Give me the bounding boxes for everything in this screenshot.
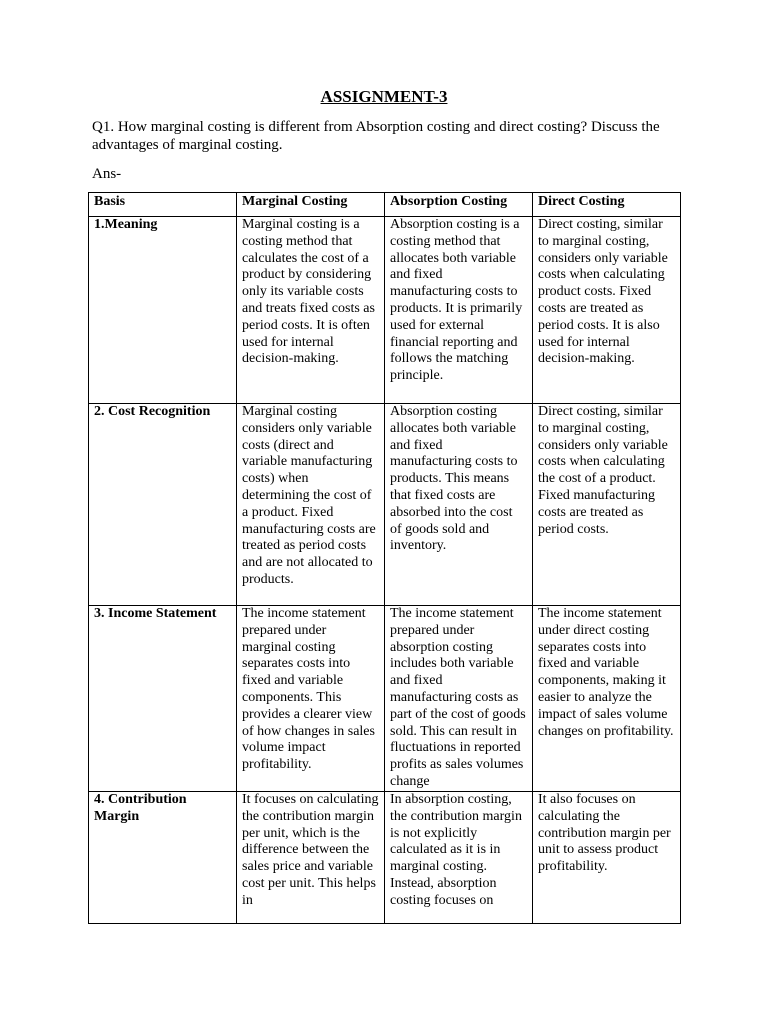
absorption-cell: The income statement prepared under absorption costing includes both variable and fixed manufacturing costs as part of the cost of goods sold. This can result in fluctuations in reported profits as sales volumes change: [385, 606, 533, 792]
table-header-row: [89, 193, 681, 217]
marginal-cell: Marginal costing is a costing method that calculates the cost of a product by considering only its variable costs and treats fixed costs as period costs. It is often used for internal decision-making.: [237, 217, 385, 404]
header-marginal-costing: Marginal Costing: [237, 193, 385, 217]
comparison-table: [88, 192, 681, 924]
table-row: [89, 404, 681, 606]
table-row: [89, 606, 681, 792]
header-basis: Basis: [89, 193, 237, 217]
direct-cell: Direct costing, similar to marginal costing, considers only variable costs when calculating product costs. Fixed costs are treated as period costs. It is also used for internal decision-making.: [533, 217, 681, 404]
marginal-cell: It focuses on calculating the contribution margin per unit, which is the difference between the sales price and variable cost per unit. This helps in: [237, 792, 385, 924]
direct-cell: The income statement under direct costing separates costs into fixed and variable components, making it easier to analyze the impact of sales volume changes on profitability.: [533, 606, 681, 792]
absorption-cell: Absorption costing is a costing method that allocates both variable and fixed manufacturing costs to products. It is primarily used for external financial reporting and follows the matching principle.: [385, 217, 533, 404]
header-direct-costing: Direct Costing: [533, 193, 681, 217]
absorption-cell: Absorption costing allocates both variable and fixed manufacturing costs to products. This means that fixed costs are absorbed into the cost of goods sold and inventory.: [385, 404, 533, 606]
question-text: Q1. How marginal costing is different from Absorption costing and direct costing? Discuss the advantages of marginal costing.: [92, 119, 660, 153]
row-basis-cell: 2. Cost Recognition: [89, 404, 237, 606]
header-absorption-costing: Absorption Costing: [385, 193, 533, 217]
direct-cell: It also focuses on calculating the contribution margin per unit to assess product profitability.: [533, 792, 681, 924]
answer-label: Ans-: [92, 166, 122, 182]
assignment-title: ASSIGNMENT-3: [320, 87, 448, 106]
marginal-cell: Marginal costing considers only variable costs (direct and variable manufacturing costs) when determining the cost of a product. Fixed manufacturing costs are treated as period costs and are not allocated to products.: [237, 404, 385, 606]
row-basis-cell: 4. Contribution Margin: [89, 792, 237, 924]
table-row: [89, 217, 681, 404]
marginal-cell: The income statement prepared under marginal costing separates costs into fixed and variable components. This provides a clearer view of how changes in sales volume impact profitability.: [237, 606, 385, 792]
row-basis-cell: 3. Income Statement: [89, 606, 237, 792]
row-basis-cell: 1.Meaning: [89, 217, 237, 404]
absorption-cell: In absorption costing, the contribution margin is not explicitly calculated as it is in marginal costing. Instead, absorption costing focuses on: [385, 792, 533, 924]
direct-cell: Direct costing, similar to marginal costing, considers only variable costs when calculating the cost of a product. Fixed manufacturing costs are treated as period costs.: [533, 404, 681, 606]
table-row: [89, 792, 681, 924]
